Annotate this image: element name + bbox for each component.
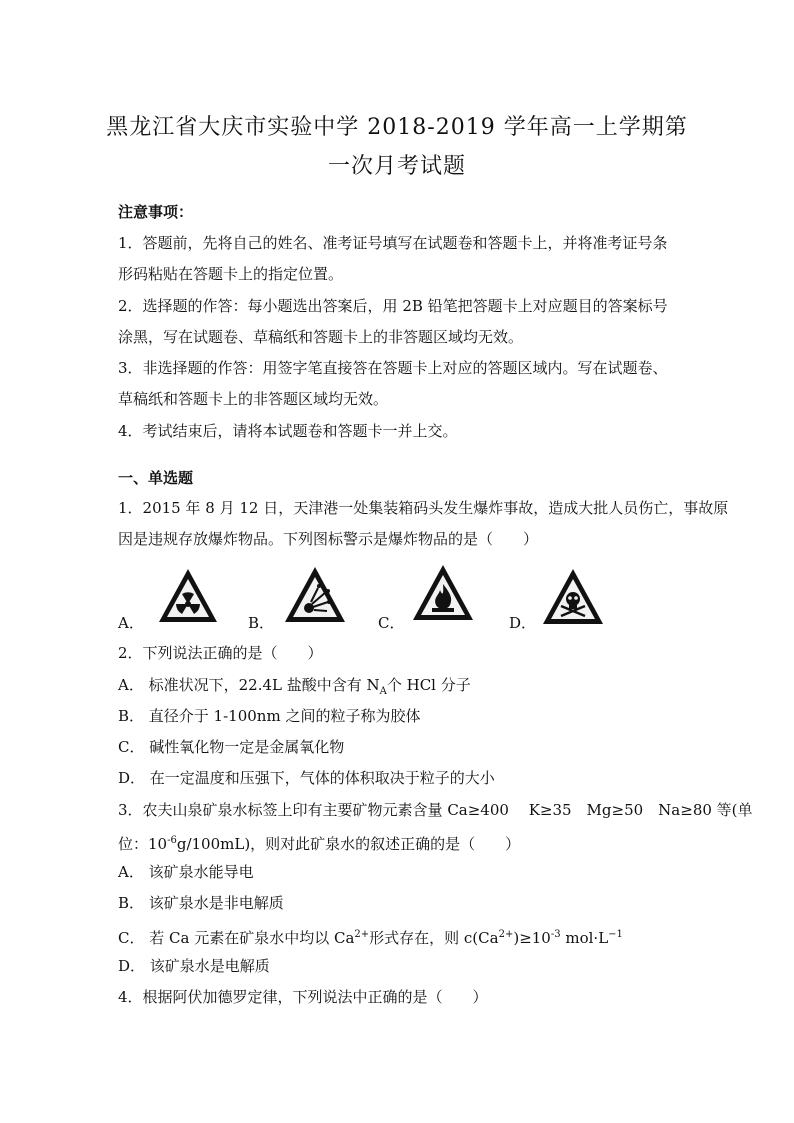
radiation-sign-icon [156, 566, 220, 630]
q3-stem-line1: 3．农夫山泉矿泉水标签上印有主要矿物元素含量 Ca≥400 K≥35 Mg≥50 Na≥80 等(单 [118, 801, 753, 819]
q3-option-c: C． 若 Ca 元素在矿泉水中均以 $Ca^{2+}$形式存在，则 $c(Ca^{2+})\ge 10^{-3}$ $mol\cdot L^{-1}$ [118, 929, 623, 947]
q2-option-c: C． 碱性氧化物一定是金属氧化物 [118, 738, 345, 756]
q3-option-d: D． 该矿泉水是电解质 [118, 957, 270, 975]
toxic-skull-sign-icon [540, 566, 606, 632]
q2-stem: 2．下列说法正确的是（ ） [118, 644, 323, 662]
exam-title-line1: 黑龙江省大庆市实验中学 2018-2019 学年高一上学期第 [106, 115, 688, 140]
q2-option-d: D． 在一定温度和压强下，气体的体积取决于粒子的大小 [118, 769, 495, 787]
section-heading: 一、单选题 [118, 469, 194, 487]
explosive-sign-icon [282, 564, 348, 630]
flammable-sign-icon [410, 562, 476, 628]
notice-item: 形码粘贴在答题卡上的指定位置。 [118, 265, 344, 283]
notice-item: 1．答题前，先将自己的姓名、准考证号填写在试题卷和答题卡上，并将准考证号条 [118, 234, 668, 252]
q3-option-b: B． 该矿泉水是非电解质 [118, 894, 284, 912]
notice-heading: 注意事项： [118, 203, 194, 221]
notice-item: 草稿纸和答题卡上的非答题区域均无效。 [118, 390, 389, 408]
q3-option-a: A． 该矿泉水能导电 [118, 863, 254, 881]
q1-option-c: C． [378, 614, 405, 632]
q1-stem-line1: 1．2015 年 8 月 12 日，天津港一处集装箱码头发生爆炸事故，造成大批人员伤亡，事故原 [118, 499, 729, 517]
q4-stem: 4．根据阿伏加德罗定律，下列说法中正确的是（ ） [118, 988, 488, 1006]
q3-stem-line2: 位：$10^{-6}g/100mL$)，则对此矿泉水的叙述正确的是（ ） [118, 835, 521, 853]
notice-item: 4．考试结束后，请将本试题卷和答题卡一并上交。 [118, 422, 458, 440]
q2-option-a: A． 标准状况下，22.4L 盐酸中含有 $N_A$个 HCl 分子 [118, 676, 471, 697]
notice-item: 2．选择题的作答：每小题选出答案后，用 2B 铅笔把答题卡上对应题目的答案标号 [118, 297, 668, 315]
exam-title-line2: 一次月考试题 [327, 154, 466, 179]
q1-option-d: D． [509, 614, 537, 632]
q1-option-a: A． [118, 614, 144, 632]
q1-option-b: B． [248, 614, 275, 632]
q1-stem-line2: 因是违规存放爆炸物品。下列图标警示是爆炸物品的是（ ） [118, 530, 539, 548]
q2-option-b: B． 直径介于 1-100nm 之间的粒子称为胶体 [118, 707, 421, 725]
notice-item: 3．非选择题的作答：用签字笔直接答在答题卡上对应的答题区域内。写在试题卷、 [118, 359, 668, 377]
notice-item: 涂黑，写在试题卷、草稿纸和答题卡上的非答题区域均无效。 [118, 328, 524, 346]
